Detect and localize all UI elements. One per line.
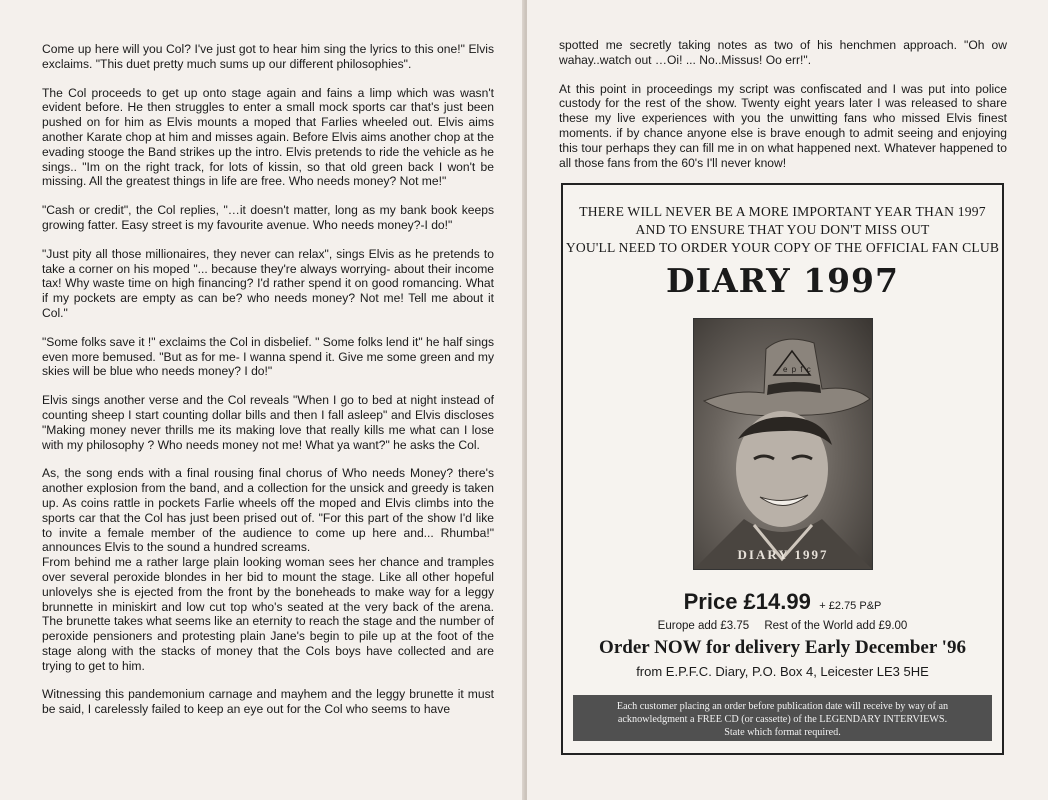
right-article-column [559,38,1007,184]
shipping-rates [563,620,1002,632]
paragraph: "Just pity all those millionaires, they never can relax", sings Elvis as he pretends to take a corner on his moped "... because they're always worrying- about their income tax! Why waste time on high financing? I'd rather spend it on good romancing. What if my pockets are empty as can be? who needs money? Not me! Tell me about it Col." [42,246,494,320]
epfc-logo-text: e p f c [783,365,812,374]
paragraph: "Some folks save it !" exclaims the Col in disbelief. " Some folks lend it" he half sings even more bemused. "But as for me- I wanna spend it. Give me some green and my skies will be blue who needs money? I do!" [42,334,494,379]
price-row [563,589,1002,615]
ad-headline-line: AND TO ENSURE THAT YOU DON'T MISS OUT [635,222,930,237]
paragraph: Witnessing this pandemonium carnage and mayhem and the leggy brunette it must be said, I carelessly failed to keep an eye out for the Col who seems to have [42,687,494,717]
free-cd-offer-box [573,695,992,741]
ad-headline [563,203,1002,257]
paragraph: Come up here will you Col? I've just got to hear him sing the lyrics to this one!" Elvis exclaims. "This duet pretty much sums up our different philosophies". [42,42,494,71]
offer-line: acknowledgment a FREE CD (or cassette) of the LEGENDARY INTERVIEWS. [617,714,948,725]
paragraph: At this point in proceedings my script was confiscated and I was put into police custody for the rest of the show. Twenty eight years later I was released to share these my live experiences with you the unwitting fans who missed Elvis finest moments. if by chance anyone else is brave enough to admit seeing and enjoying this tour perhaps they can fill me in on what happened next. Whatever happened to all those fans from the 60's I'll never know! [559,81,1007,170]
photo-caption: DIARY 1997 [737,547,829,562]
price: Price £14.99 [683,589,811,614]
ad-headline-line: YOU'LL NEED TO ORDER YOUR COPY OF THE OFFICIAL FAN CLUB [565,240,1000,255]
paragraph: From behind me a rather large plain looking woman sees her chance and tramples over several peroxide blondes in her bid to mount the stage. Like all other hopeful unlovelys she is ejected from the front by the boneheads to make way for a leggy brunnette in miniskirt and low cut top who's seated at the very back of the arena. The brunette takes what seems like an eternity to reach the stage and the number of peroxide pensioners and protesting plain Jane's begin to pile up at the foot of the stage along with the stacks of money that the Cols boys have collected and are trying to get to him. [42,555,494,673]
ad-title: DIARY 1997 [666,261,899,300]
paragraph: The Col proceeds to get up onto stage again and fains a limp which was wasn't evident before. He then struggles to enter a small mock sports car that's just been pushed on for him as Elvis mounts a moped that Farlies wheeled out. Elvis aims another Karate chop at him and misses again. Before Elvis aims another chop at the evading stooge the Band strikes up the intro. Elvis pretends to ride the vehicle as he sings.. "Im on the right track, for lots of kissin, so that old green back I won't be missing. All the greatest things in life are free. Who needs money? Not me!" [42,85,494,189]
postage-price: + £2.75 P&P [819,600,882,612]
offer-line: Each customer placing an order before publication date will receive by way of an [616,701,949,712]
paragraph: As, the song ends with a final rousing final chorus of Who needs Money? there's another explosion from the band, and a collection for the unsick and greedy is taken up. As coins rattle in pockets Farlie wheels off the moped and Elvis climbs into the sports car that the Col has just been prised out of. "For this part of the show I'd like to invite a female member of the audience to come up here and... Rhumba!" announces Elvis to the sound a hundred screams. [42,466,494,555]
order-line: Order NOW for delivery Early December '96 [599,637,966,658]
ad-headline-line: THERE WILL NEVER BE A MORE IMPORTANT YEAR THAN 1997 [579,204,986,219]
paragraph: Elvis sings another verse and the Col reveals "When I go to bed at night instead of counting sheep I start counting dollar bills and then I fall asleep" and Elvis discloses "Making money never thrills me its making love that really kills me what can I lose with my philosophy ? Who needs money not me! What ya want?" he asks the Col. [42,393,494,452]
order-address: from E.P.F.C. Diary, P.O. Box 4, Leicester LE3 5HE [636,664,929,679]
diary-cover-photo [693,318,873,570]
diary-advertisement [561,183,1004,755]
cowboy-portrait-icon [694,319,872,569]
left-article-column [42,42,494,731]
world-rate: Rest of the World add £9.00 [764,620,908,632]
right-page [527,0,1048,800]
paragraph: "Cash or credit", the Col replies, "…it doesn't matter, long as my bank book keeps growing fatter. Easy street is my favourite avenue. Who needs money?-I do!" [42,203,494,232]
europe-rate: Europe add £3.75 [657,620,750,632]
offer-line: State which format required. [724,727,841,738]
paragraph: spotted me secretly taking notes as two of his henchmen approach. "Oh ow wahay..watch out …Oi! ... No..Missus! Oo err!". [559,38,1007,67]
